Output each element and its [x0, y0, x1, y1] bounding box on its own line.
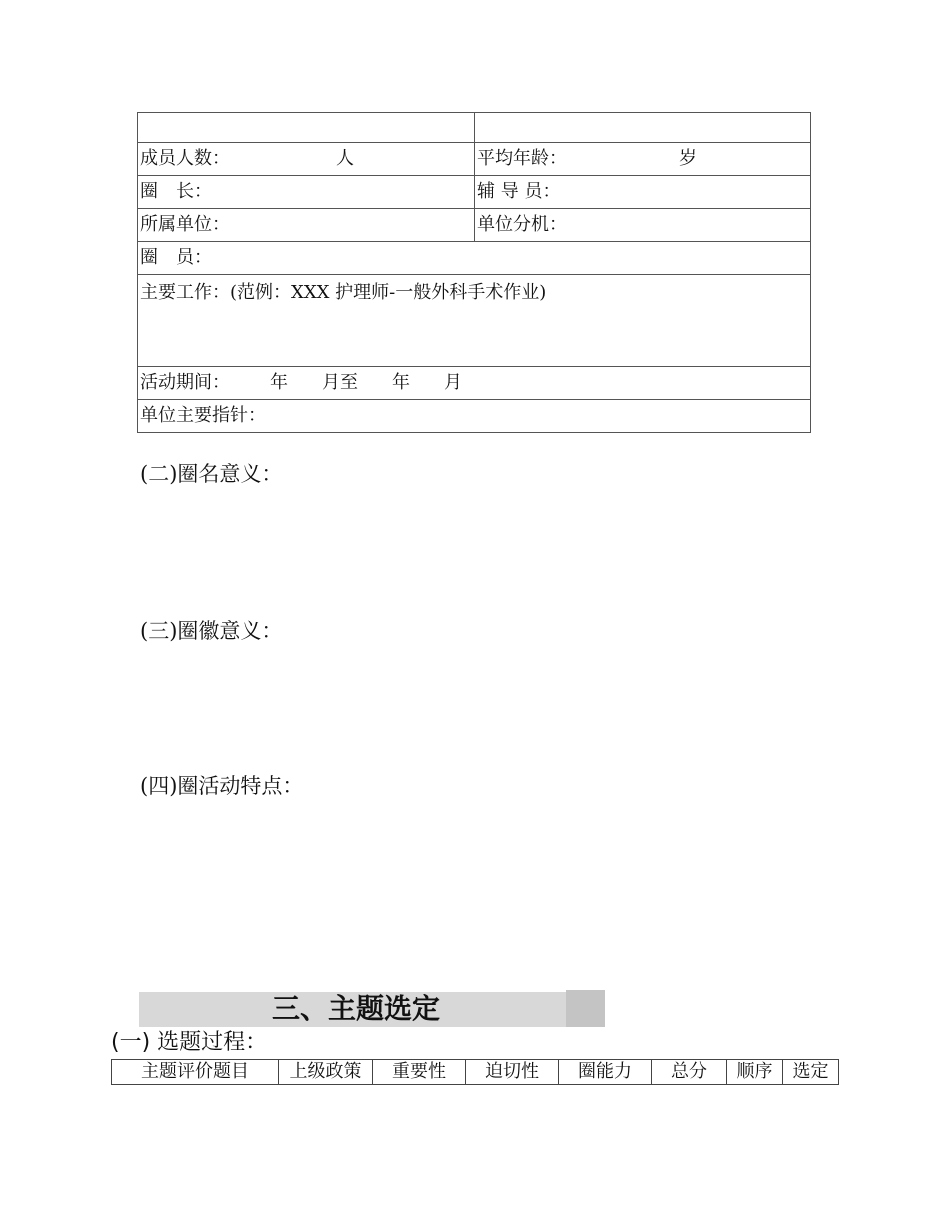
member-count-unit: 人: [336, 148, 354, 169]
circle-info-table: [137, 112, 811, 433]
advisor-cell: [475, 176, 811, 209]
table-row: [138, 176, 811, 209]
members-cell: [138, 242, 811, 275]
avg-age-cell: [475, 143, 811, 176]
indicator-cell: [138, 400, 811, 433]
table-header-row: [112, 1060, 839, 1085]
leader-cell: [138, 176, 475, 209]
extension-cell: [475, 209, 811, 242]
heading-shade-block: [566, 990, 605, 1027]
circle-name-value-cell: [475, 113, 811, 143]
header-total: 总分: [652, 1060, 727, 1085]
extension-label: 单位分机：: [477, 214, 567, 235]
period-year-2: 年: [392, 372, 410, 393]
members-label: 圈 员：: [140, 247, 212, 268]
period-label: 活动期间：: [140, 372, 230, 393]
period-cell: [138, 367, 811, 400]
emblem-meaning-heading: (三)圈徽意义：: [140, 619, 283, 643]
period-month-2: 月: [444, 372, 462, 393]
header-capability: 圈能力: [559, 1060, 652, 1085]
main-work-cell: [138, 275, 811, 367]
table-row: [138, 275, 811, 367]
member-count-label: 成员人数：: [140, 148, 230, 169]
circle-name-meaning-heading: (二)圈名意义：: [140, 462, 283, 486]
topic-evaluation-table: [111, 1059, 839, 1085]
header-order: 顺序: [727, 1060, 783, 1085]
activity-features-heading: (四)圈活动特点：: [140, 774, 304, 798]
table-row: [138, 143, 811, 176]
advisor-label: 辅 导 员：: [477, 181, 561, 202]
header-topic: 主题评价题目: [112, 1060, 279, 1085]
main-work-label: 主要工作：(范例：XXX 护理师-一般外科手术作业): [140, 282, 547, 303]
table-row: [138, 242, 811, 275]
period-month-to: 月至: [322, 372, 358, 393]
header-importance: 重要性: [373, 1060, 466, 1085]
header-urgency: 迫切性: [466, 1060, 559, 1085]
avg-age-unit: 岁: [679, 148, 697, 169]
table-row: [138, 209, 811, 242]
topic-process-subheading: (一) 选题过程：: [111, 1030, 268, 1055]
circle-name-cell: [138, 113, 475, 143]
header-selected: 选定: [783, 1060, 839, 1085]
avg-age-label: 平均年龄：: [477, 148, 567, 169]
member-count-cell: [138, 143, 475, 176]
table-row: [138, 367, 811, 400]
period-year-1: 年: [270, 372, 288, 393]
table-row: [138, 400, 811, 433]
indicator-label: 单位主要指针：: [140, 405, 266, 426]
theme-selection-heading: 三、主题选定: [272, 992, 441, 1025]
unit-cell: [138, 209, 475, 242]
unit-label: 所属单位：: [140, 214, 230, 235]
leader-label: 圈 长：: [140, 181, 212, 202]
table-row: [138, 113, 811, 143]
header-policy: 上级政策: [279, 1060, 373, 1085]
